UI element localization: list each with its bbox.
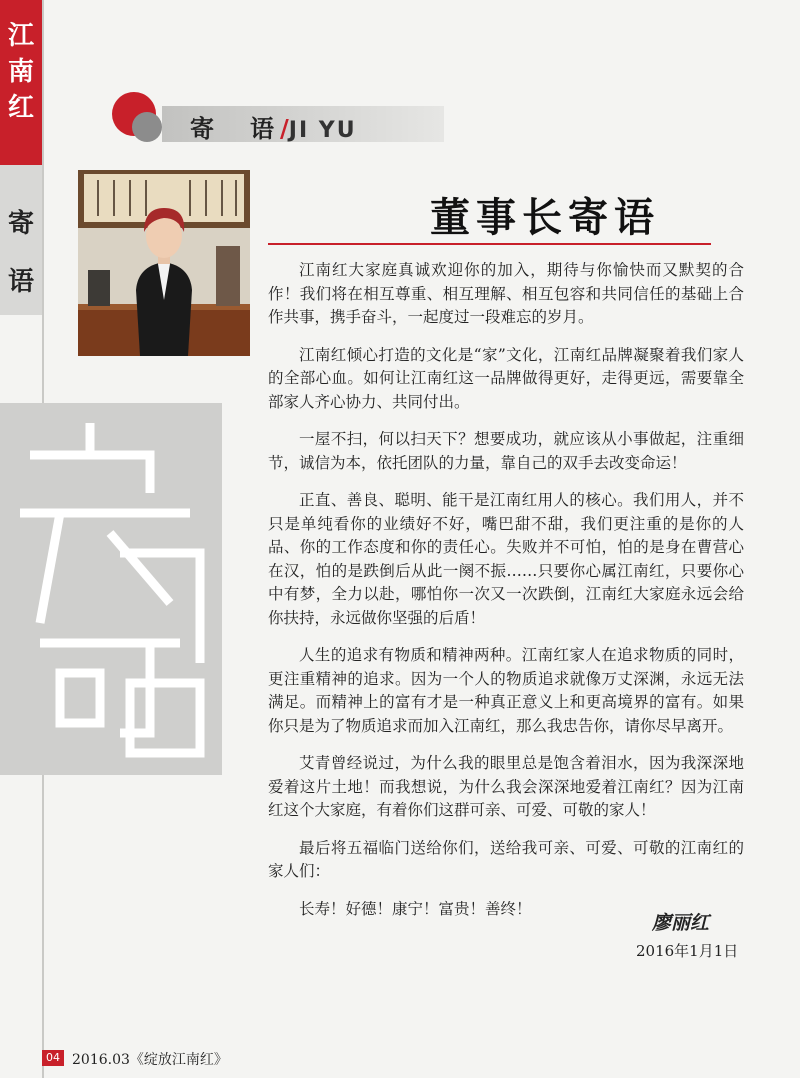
article-title: 董事长寄语 <box>430 194 660 241</box>
paragraph: 长寿！好德！康宁！富贵！善终！ <box>299 899 532 918</box>
title-rule <box>268 243 711 245</box>
paragraph: 最后将五福临门送给你们，送给我可亲、可爱、可敬的江南红的家人们： <box>268 838 744 880</box>
brand-char: 南 <box>7 57 34 87</box>
paragraph: 江南红大家庭真诚欢迎你的加入，期待与你愉快而又默契的合作！我们将在相互尊重、相互理解、相互包容和共同信任的基础上合作共事，携手奋斗，一起度过一段难忘的岁月。 <box>268 261 744 326</box>
article-body <box>268 259 744 935</box>
brand-char: 红 <box>7 93 34 123</box>
gray-circle <box>132 112 162 142</box>
section-char: 寄 <box>7 209 34 239</box>
signature: 廖丽红 <box>652 912 710 934</box>
brand-banner <box>0 0 42 165</box>
portrait-illustration <box>78 170 250 356</box>
page-number: 04 <box>42 1050 64 1066</box>
issue-label: 2016.03《绽放江南红》 <box>72 1052 228 1068</box>
brand-char: 江 <box>7 21 34 51</box>
paragraph: 正直、善良、聪明、能干是江南红用人的核心。我们用人，并不只是单纯看你的业绩好不好，嘴巴甜不甜，我们更注重的是你的人品、你的工作态度和你的责任心。失败并不可怕，怕的是身在曹营心在汉，怕的是跌倒后从此一阕不振……只要你心属江南红，只要你心中有梦，全力以赴，哪怕你一次又一次跌倒，江南红大家庭永远会给你扶持，永远做你坚强的后盾！ <box>268 491 744 627</box>
watermark-calligraphy-icon <box>0 403 222 775</box>
section-label <box>0 195 42 311</box>
watermark-block <box>0 403 222 775</box>
header-slash: / <box>280 114 289 143</box>
section-header-pinyin: JI YU <box>288 118 357 143</box>
paragraph: 人生的追求有物质和精神两种。江南红家人在追求物质的同时，更注重精神的追求。因为一个人的物质追求就像万丈深渊，永远无法满足。而精神上的富有才是一种真正意义上和更高境界的富有。如果你只是为了物质追求而加入江南红，那么我忠告你，请你尽早离开。 <box>268 646 744 735</box>
paragraph: 江南红倾心打造的文化是“家”文化，江南红品牌凝聚着我们家人的全部心血。如何让江南红这一品牌做得更好，走得更远，需要靠全部家人齐心协力、共同付出。 <box>268 345 744 411</box>
date: 2016年1月1日 <box>636 942 739 960</box>
section-char: 语 <box>7 267 34 297</box>
section-header <box>190 109 357 144</box>
paragraph: 艾青曾经说过，为什么我的眼里总是饱含着泪水，因为我深深地爱着这片土地！而我想说，为什么我会深深地爱着江南红？因为江南红这个大家庭，有着你们这群可亲、可爱、可敬的家人！ <box>268 754 744 819</box>
section-header-title: 寄 语 <box>190 114 280 143</box>
paragraph: 一屋不扫，何以扫天下？想要成功，就应该从小事做起，注重细节，诚信为本，依托团队的力量，靠自己的双手去改变命运！ <box>268 430 744 472</box>
chairwoman-photo <box>78 170 250 356</box>
